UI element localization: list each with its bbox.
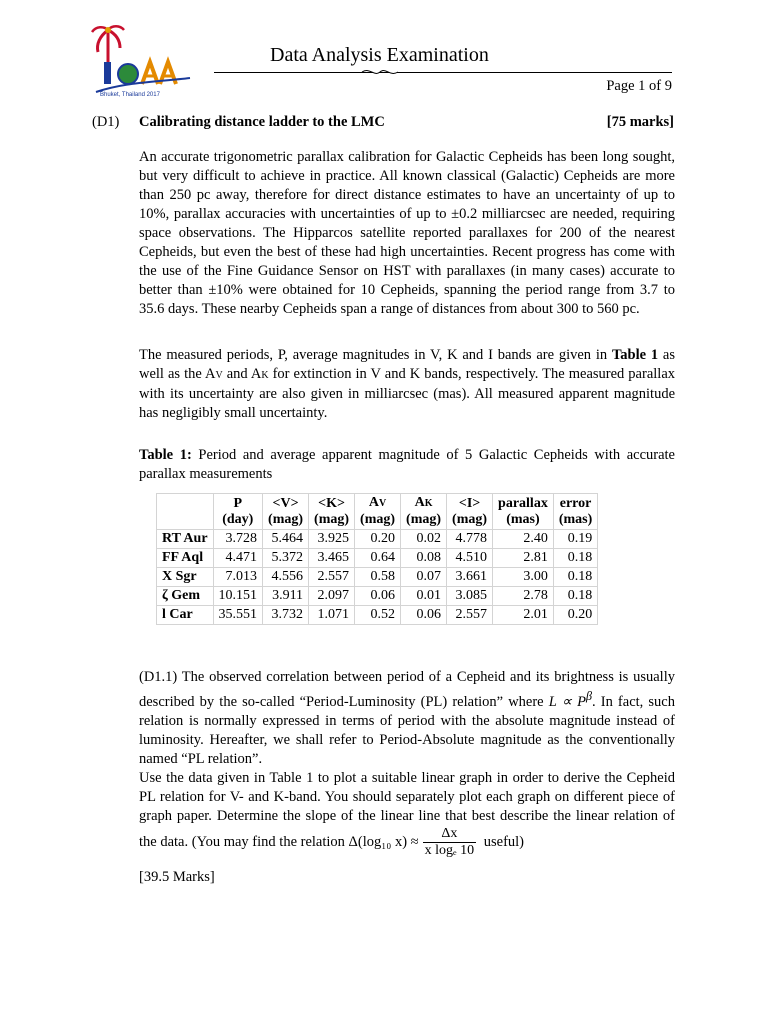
log-relation-lhs: Δ(log₁₀ x) ≈	[348, 833, 419, 850]
table-row: FF Aql 4.471 5.372 3.465 0.64 0.08 4.510 2.81 0.18	[157, 549, 598, 568]
section-id: (D1)	[92, 114, 120, 130]
section-title: Calibrating distance ladder to the LMC	[139, 114, 385, 130]
header-rule	[214, 72, 672, 73]
table-row: X Sgr 7.013 4.556 2.557 0.58 0.07 3.661 3.00 0.18	[157, 568, 598, 587]
section-marks: [75 marks]	[606, 114, 674, 130]
instructions-paragraph: Use the data given in Table 1 to plot a suitable linear graph in order to derive the Cepheid PL relation for V- and K-band. You should separately plot each graph on different piece of graph paper. Determine the slope of the linear line that best describe the linear relation of the data. (You may find the relation Δ(log₁₀ x) ≈ $\frac{\Delta x}{\text{x logₑ 10}}$ useful)	[139, 770, 675, 858]
exam-title: Data Analysis Examination	[270, 44, 489, 66]
header-ornament	[360, 67, 400, 77]
page-number: Page 1 of 9	[606, 78, 672, 94]
table-row: l Car 35.551 3.732 1.071 0.52 0.06 2.557 2.01 0.20	[157, 606, 598, 625]
cepheid-data-table	[156, 493, 598, 625]
table-caption: Table 1: Period and average apparent magnitude of 5 Galactic Cepheids with accurate parallax measurements	[139, 447, 675, 482]
question-marks: [39.5 Marks]	[139, 869, 215, 885]
log-relation-fraction: $\frac{\Delta x}{\text{x logₑ 10}}$	[424, 826, 475, 858]
table-row: ζ Gem 10.151 3.911 2.097 0.06 0.01 3.085 2.78 0.18	[157, 587, 598, 606]
ioaa-logo	[86, 22, 198, 98]
data-description-paragraph: The measured periods, P, average magnitudes in V, K and I bands are given in Table 1 as well as the AV and AK for extinction in V and K bands, respectively. The measured parallax with its uncertainty are also given in milliarcsec (mas). All measured apparent magnitude has negligibly small uncertainty.	[139, 347, 675, 421]
logo-caption: Bhuket, Thailand 2017	[100, 92, 160, 98]
table-row: RT Aur 3.728 5.464 3.925 0.20 0.02 4.778 2.40 0.19	[157, 530, 598, 549]
question-d1-1-paragraph: (D1.1) The observed correlation between period of a Cepheid and its brightness is usually described by the so-called “Period-Luminosity (PL) relation” where $L \propto P^\beta$. In fact, such relation is normally expressed in terms of period with the absolute magnitude instead of luminosity. Hereafter, we shall refer to Period-Absolute magnitude as the conventionally named “PL relation”.	[139, 669, 675, 767]
table-header-row: P (day) <V> (mag) <K> (mag) AV (mag) AK (mag) <I> (mag) parallax (mas) error (mas)	[157, 494, 598, 530]
intro-paragraph: An accurate trigonometric parallax calibration for Galactic Cepheids has been long sought, but very difficult to achieve in practice. All known classical (Galactic) Cepheids are more than 250 pc away, therefore for direct distance estimates to have an uncertainty of up to 10%, parallax accuracies with uncertainties of up to ±0.2 milliarcsec are needed, requiring space observations. The Hipparcos satellite reported parallaxes for 200 of the nearest Cepheids, but even the best of these had high uncertainties. Recent progress has come with the use of the Fine Guidance Sensor on HST with parallaxes (in many cases) accurate to better than ±10% were obtained for 10 Cepheids, spanning the period range from 3.7 to 35.6 days. These nearby Cepheids span a range of distances from about 300 to 560 pc.	[139, 149, 675, 317]
